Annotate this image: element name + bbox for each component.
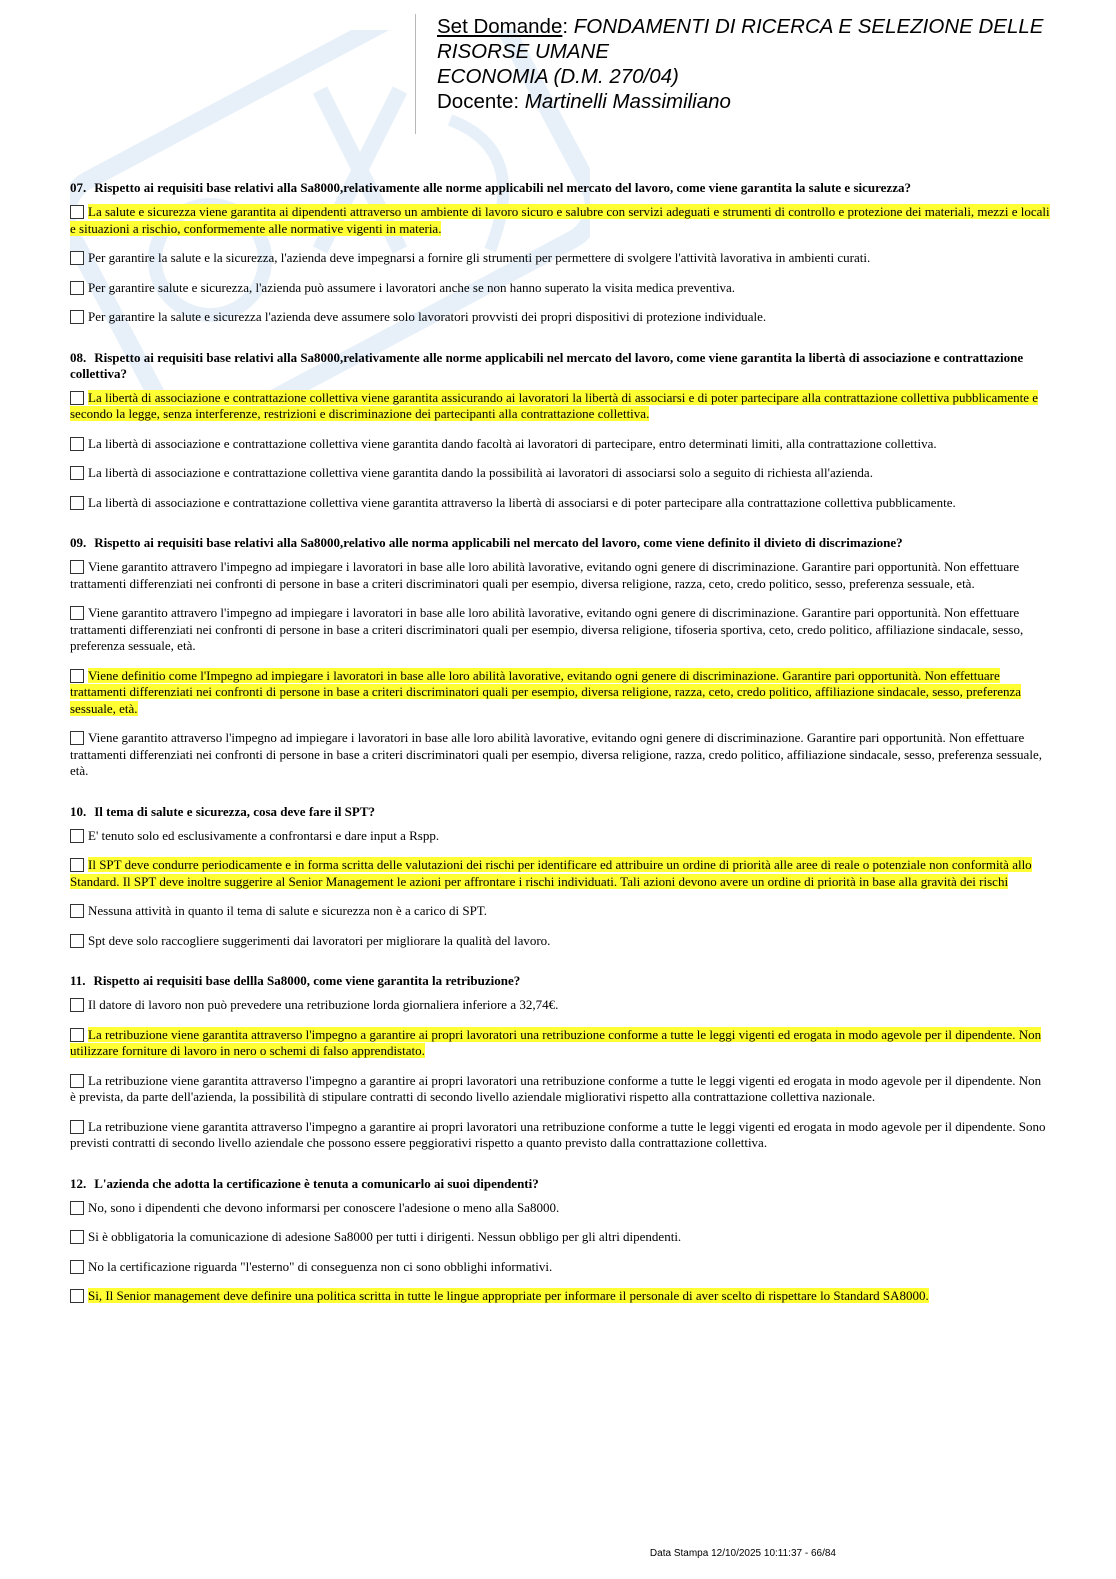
question-number: 07. xyxy=(70,180,87,195)
answer-option xyxy=(70,668,1050,718)
answer-option xyxy=(70,1288,1050,1305)
answer-option xyxy=(70,309,1050,326)
question-title xyxy=(70,804,1050,820)
answer-checkbox[interactable] xyxy=(70,310,84,324)
answer-text: Viene definitio come l'Impegno ad impiegare i lavoratori in base alle loro abilità lavorative, evitando ogni genere di discriminazione. Garantire pari opportunità. Non effettuare trattamenti differenziati nei confronti di persone in base a criteri discriminatori quali per esempio, diversa religione, razza, ceto, credo politico, affiliazione sindacale, sesso, preferenza sessuale, età. xyxy=(70,667,1022,716)
set-label: Set Domande xyxy=(437,15,563,38)
question-text: Rispetto ai requisiti base relativi alla Sa8000,relativamente alle norme applicabili nel mercato del lavoro, come viene garantita la libertà di associazione e contrattazione collettiva? xyxy=(70,349,1024,381)
question-title xyxy=(70,535,1050,551)
document-header xyxy=(415,14,1116,134)
answer-option xyxy=(70,1229,1050,1246)
answer-checkbox[interactable] xyxy=(70,251,84,265)
answer-option xyxy=(70,436,1050,453)
questions-list xyxy=(70,180,1050,1318)
answer-checkbox[interactable] xyxy=(70,466,84,480)
answer-text: Viene garantito attravero l'impegno ad impiegare i lavoratori in base alle loro abilità lavorative, evitando ogni genere di discriminazione. Garantire pari opportunità. Non effettuare trattamenti differenziati nei confronti di persone in base a criteri discriminatori quali per esempio, diversa religione, tifoseria sportiva, ceto, credo politico, affiliazione sindacale, sesso, preferenza sessuale, età. xyxy=(70,605,1024,653)
degree-line: ECONOMIA (D.M. 270/04) xyxy=(437,65,679,88)
answer-checkbox[interactable] xyxy=(70,391,84,405)
question-number: 09. xyxy=(70,535,87,550)
answer-text: No, sono i dipendenti che devono informarsi per conoscere l'adesione o meno alla Sa8000. xyxy=(88,1199,560,1215)
question-title xyxy=(70,973,1050,989)
teacher-name: Martinelli Massimiliano xyxy=(524,90,731,113)
answer-option xyxy=(70,903,1050,920)
answer-checkbox[interactable] xyxy=(70,281,84,295)
teacher-line xyxy=(437,89,1116,114)
question-number: 10. xyxy=(70,803,87,819)
answer-checkbox[interactable] xyxy=(70,829,84,843)
answer-text: Viene garantito attravero l'impegno ad impiegare i lavoratori in base alle loro abilità lavorative, evitando ogni genere di discriminazione. Garantire pari opportunità. Non effettuare trattamenti differenziati nei confronti di persone in base a criteri discriminatori quali per esempio, diversa religione, razza, ceto, credo politico, sesso, preferenza sessuale, età. xyxy=(70,559,1020,591)
answer-checkbox[interactable] xyxy=(70,1201,84,1215)
question-number: 11. xyxy=(70,973,86,988)
answer-text: La retribuzione viene garantita attraverso l'impegno a garantire ai propri lavoratori una retribuzione conforme a tutte le leggi vigenti ed erogata in modo agevole per il dipendente. Sono previsti contratti di secondo livello aziendale che possono essere peggiorativi rispetto a quanto previsto dalla contrattazione collettiva. xyxy=(70,1118,1046,1150)
answer-text: La retribuzione viene garantita attraverso l'impegno a garantire ai propri lavoratori una retribuzione conforme a tutte le leggi vigenti ed erogata in modo agevole per il dipendente. Non è prevista, da parte dell'azienda, la possibilità di stipulare contratti di secondo livello aziendale migliorativi rispetto alla contrattazione collettiva nazionale. xyxy=(70,1072,1042,1104)
answer-checkbox[interactable] xyxy=(70,606,84,620)
answer-text: Il datore di lavoro non può prevedere una retribuzione lorda giornaliera inferiore a 32,74€. xyxy=(88,997,559,1012)
question-text: Rispetto ai requisiti base relativi alla Sa8000,relativamente alle norme applicabili nel mercato del lavoro, come viene garantita la salute e sicurezza? xyxy=(94,180,911,195)
answer-option xyxy=(70,997,1050,1014)
answer-text: La retribuzione viene garantita attraverso l'impegno a garantire ai propri lavoratori una retribuzione conforme a tutte le leggi vigenti ed erogata in modo agevole per il dipendente. Non utilizzare forniture di lavoro in nero o schemi di falso apprendistato. xyxy=(70,1026,1042,1058)
answer-text: Il SPT deve condurre periodicamente e in forma scritta delle valutazioni dei rischi per identificare ed attribuire un ordine di priorità alle aree di reale o potenziale non conformità allo Standard. Il SPT deve inoltre suggerire al Senior Management le azioni per affrontare i rischi individuati. Tali azioni devono avere un ordine di priorità in base alla gravità dei rischi xyxy=(70,857,1032,889)
answer-text: Viene garantito attraverso l'impegno ad impiegare i lavoratori in base alle loro abilità lavorative, evitando ogni genere di discriminazione. Garantire pari opportunità. Non effettuare trattamenti differenziati nei confronti di persone in base a criteri discriminatori quali per esempio, diversa religione, razza, credo politico, affiliazione sindacale, sesso, preferenza sessuale, età. xyxy=(70,730,1042,778)
answer-text: Per garantire la salute e sicurezza l'azienda deve assumere solo lavoratori provvisti dei propri dispositivi di protezione individuale. xyxy=(88,309,767,324)
answer-text: La libertà di associazione e contrattazione collettiva viene garantita attraverso la libertà di associarsi e di poter partecipare alla contrattazione collettiva pubblicamente. xyxy=(88,494,956,510)
answer-option xyxy=(70,280,1050,297)
answer-option xyxy=(70,1119,1050,1152)
answer-text: Per garantire salute e sicurezza, l'azienda può assumere i lavoratori anche se non hanno superato la visita medica preventiva. xyxy=(88,279,736,295)
answer-checkbox[interactable] xyxy=(70,205,84,219)
answer-option xyxy=(70,828,1050,845)
answer-text: La libertà di associazione e contrattazione collettiva viene garantita dando facoltà ai lavoratori di partecipare, entro determinati limiti, alla contrattazione collettiva. xyxy=(88,435,937,451)
question-text: L'azienda che adotta la certificazione è tenuta a comunicarlo ai suoi dipendenti? xyxy=(94,1175,539,1191)
question-title xyxy=(70,1176,1050,1192)
answer-text: La salute e sicurezza viene garantita ai dipendenti attraverso un ambiente di lavoro sicuro e salubre con servizi adeguati e strumenti di controllo e protezione dei materiali, mezzi e locali e situazioni a rischio, conformemente alle normative vigenti in materia. xyxy=(70,204,1050,236)
answer-checkbox[interactable] xyxy=(70,1074,84,1088)
question-block xyxy=(70,973,1050,1152)
answer-checkbox[interactable] xyxy=(70,496,84,510)
answer-text: La libertà di associazione e contrattazione collettiva viene garantita dando la possibilità ai lavoratori di associarsi solo a seguito di richiesta all'azienda. xyxy=(88,465,873,480)
answer-option xyxy=(70,1073,1050,1106)
question-block xyxy=(70,1176,1050,1305)
answer-option xyxy=(70,465,1050,482)
question-number: 12. xyxy=(70,1175,87,1191)
answer-checkbox[interactable] xyxy=(70,560,84,574)
question-block xyxy=(70,350,1050,512)
answer-option xyxy=(70,1259,1050,1276)
answer-option xyxy=(70,495,1050,512)
answer-checkbox[interactable] xyxy=(70,669,84,683)
answer-checkbox[interactable] xyxy=(70,1260,84,1274)
set-title-line xyxy=(437,14,1116,64)
teacher-label: Docente: xyxy=(437,90,525,113)
answer-checkbox[interactable] xyxy=(70,1120,84,1134)
answer-option xyxy=(70,730,1050,780)
answer-text: Si è obbligatoria la comunicazione di adesione Sa8000 per tutti i dirigenti. Nessun obbligo per gli altri dipendenti. xyxy=(88,1229,682,1244)
answer-option xyxy=(70,250,1050,267)
question-block xyxy=(70,180,1050,326)
answer-checkbox[interactable] xyxy=(70,437,84,451)
answer-text: Spt deve solo raccogliere suggerimenti dai lavoratori per migliorare la qualità del lavoro. xyxy=(88,932,551,948)
answer-text: La libertà di associazione e contrattazione collettiva viene garantita assicurando ai lavoratori la libertà di associarsi e di poter partecipare alla contrattazione collettiva pubblicamente e secondo la legge, senza interferenze, restrizioni e discriminazione dei partecipanti alla contrattazione collettiva. xyxy=(70,389,1039,421)
answer-option xyxy=(70,857,1050,890)
answer-checkbox[interactable] xyxy=(70,1028,84,1042)
answer-option xyxy=(70,605,1050,655)
answer-text: Nessuna attività in quanto il tema di salute e sicurezza non è a carico di SPT. xyxy=(88,903,488,918)
question-block xyxy=(70,804,1050,950)
answer-checkbox[interactable] xyxy=(70,1230,84,1244)
print-date-footer: Data Stampa 12/10/2025 10:11:37 - 66/84 xyxy=(649,1548,836,1559)
answer-option xyxy=(70,204,1050,237)
answer-text: Per garantire la salute e la sicurezza, l'azienda deve impegnarsi a fornire gli strumenti per permettere di svolgere l'attività lavorativa in ambienti curati. xyxy=(88,250,871,265)
question-block xyxy=(70,535,1050,780)
question-text: Rispetto ai requisiti base dellla Sa8000, come viene garantita la retribuzione? xyxy=(93,973,521,988)
answer-checkbox[interactable] xyxy=(70,858,84,872)
answer-option xyxy=(70,390,1050,423)
answer-checkbox[interactable] xyxy=(70,731,84,745)
answer-text: No la certificazione riguarda "l'esterno" di conseguenza non ci sono obblighi informativi. xyxy=(88,1258,553,1274)
question-title xyxy=(70,350,1050,382)
answer-option xyxy=(70,559,1050,592)
answer-option xyxy=(70,1027,1050,1060)
question-number: 08. xyxy=(70,349,87,365)
question-title xyxy=(70,180,1050,196)
answer-text: Si, Il Senior management deve definire una politica scritta in tutte le lingue appropriate per informare il personale di aver scelto di rispettare lo Standard SA8000. xyxy=(88,1288,929,1303)
answer-option xyxy=(70,1200,1050,1217)
answer-text: E' tenuto solo ed esclusivamente a confrontarsi e dare input a Rspp. xyxy=(88,827,440,843)
answer-option xyxy=(70,933,1050,950)
answer-checkbox[interactable] xyxy=(70,998,84,1012)
question-text: Rispetto ai requisiti base relativi alla Sa8000,relativo alle norma applicabili nel mercato del lavoro, come viene definito il divieto di discrimazione? xyxy=(94,535,903,550)
answer-checkbox[interactable] xyxy=(70,904,84,918)
question-text: Il tema di salute e sicurezza, cosa deve fare il SPT? xyxy=(94,803,376,819)
set-separator: : xyxy=(562,15,574,38)
answer-checkbox[interactable] xyxy=(70,1289,84,1303)
course-title: FONDAMENTI DI RICERCA E SELEZIONE DELLE RISORSE UMANE xyxy=(437,15,1044,63)
answer-checkbox[interactable] xyxy=(70,934,84,948)
